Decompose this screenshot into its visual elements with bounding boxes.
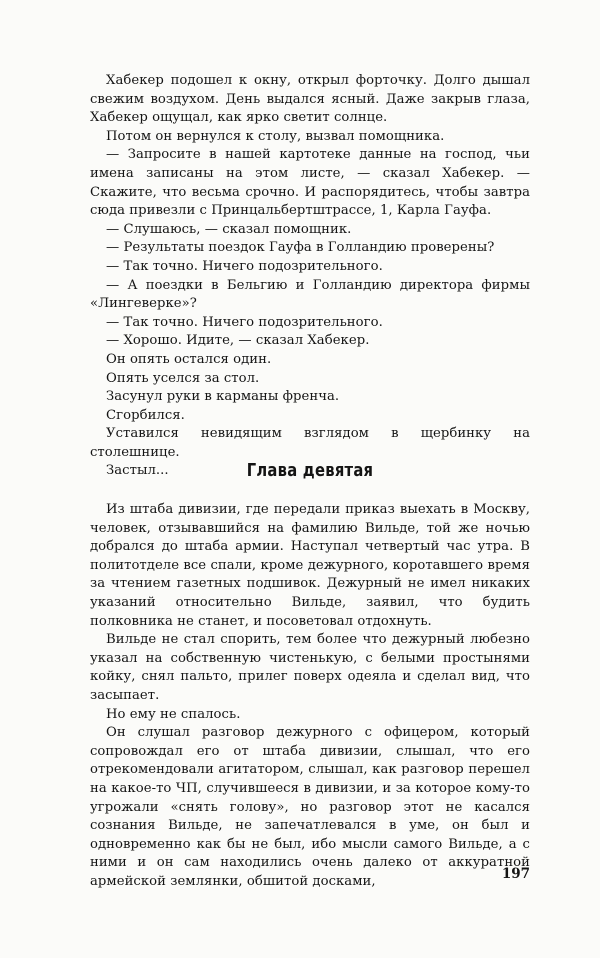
paragraph: Он опять остался один.: [106, 351, 272, 367]
paragraph: — Результаты поездок Гауфа в Голландию проверены?: [106, 240, 495, 256]
paragraph: Хабекер подошел к окну, открыл форточку. Долго дышал свежим воздухом. День выдался ясный. Даже закрыв глаза, Хабекер ощущал, как ярко светит солнце.: [90, 73, 530, 126]
paragraph: — Запросите в нашей картотеке данные на господ, чьи имена записаны на этом листе, — сказал Хабекер. — Скажите, что весьма срочно. И распорядитесь, чтобы завтра сюда привезли с Принцальбертштрассе, 1, Карла Гауфа.: [90, 147, 530, 219]
text-block-top: [90, 72, 530, 481]
paragraph: Уставился невидящим взглядом в щербинку на столешнице.: [90, 426, 530, 460]
chapter-title: Глава девятая: [246, 460, 374, 481]
paragraph: Сгорбился.: [106, 407, 185, 423]
page-number: 197: [501, 866, 530, 882]
paragraph: Он слушал разговор дежурного с офицером, который сопровождал его от штаба дивизии, слышал, что его отрекомендовали агитатором, слышал, как разговор перешел на какое-то ЧП, случившееся в дивизии, и за которое кому-то угрожали «снять голову», но разговор этот не касался сознания Вильде, не запечатлевался в уме, он был и одновременно как бы не был, ибо мысли самого Вильде, а с ними и он сам находились очень далеко от аккуратной армейской землянки, обшитой досками,: [90, 725, 530, 889]
paragraph: — Хорошо. Идите, — сказал Хабекер.: [106, 333, 370, 349]
paragraph: — Так точно. Ничего подозрительного.: [106, 258, 383, 274]
paragraph: — Так точно. Ничего подозрительного.: [106, 314, 383, 330]
paragraph: Но ему не спалось.: [106, 706, 241, 722]
paragraph: Потом он вернулся к столу, вызвал помощника.: [106, 128, 445, 144]
paragraph: Засунул руки в карманы френча.: [106, 389, 340, 405]
paragraph: — А поездки в Бельгию и Голландию директора фирмы «Лингеверке»?: [90, 277, 530, 312]
paragraph: Из штаба дивизии, где передали приказ выехать в Москву, человек, отзывавшийся на фамилию Вильде, той же ночью добрался до штаба армии. Наступал четвертый час утра. В политотделе все спали, кроме дежурного, коротавшего время за чтением газетных подшивок. Дежурный не имел никаких указаний относительно Вильде, заявил, что будить полковника не станет, и посоветовал отдохнуть.: [90, 502, 530, 629]
text-block-bottom: [90, 501, 530, 891]
paragraph: Застыл...: [106, 463, 169, 479]
paragraph: — Слушаюсь, — сказал помощник.: [106, 221, 352, 237]
paragraph: Опять уселся за стол.: [106, 370, 260, 386]
paragraph: Вильде не стал спорить, тем более что дежурный любезно указал на собственную чистенькую, с белыми простынями койку, снял пальто, прилег поверх одеяла и сделал вид, что засыпает.: [90, 632, 530, 703]
